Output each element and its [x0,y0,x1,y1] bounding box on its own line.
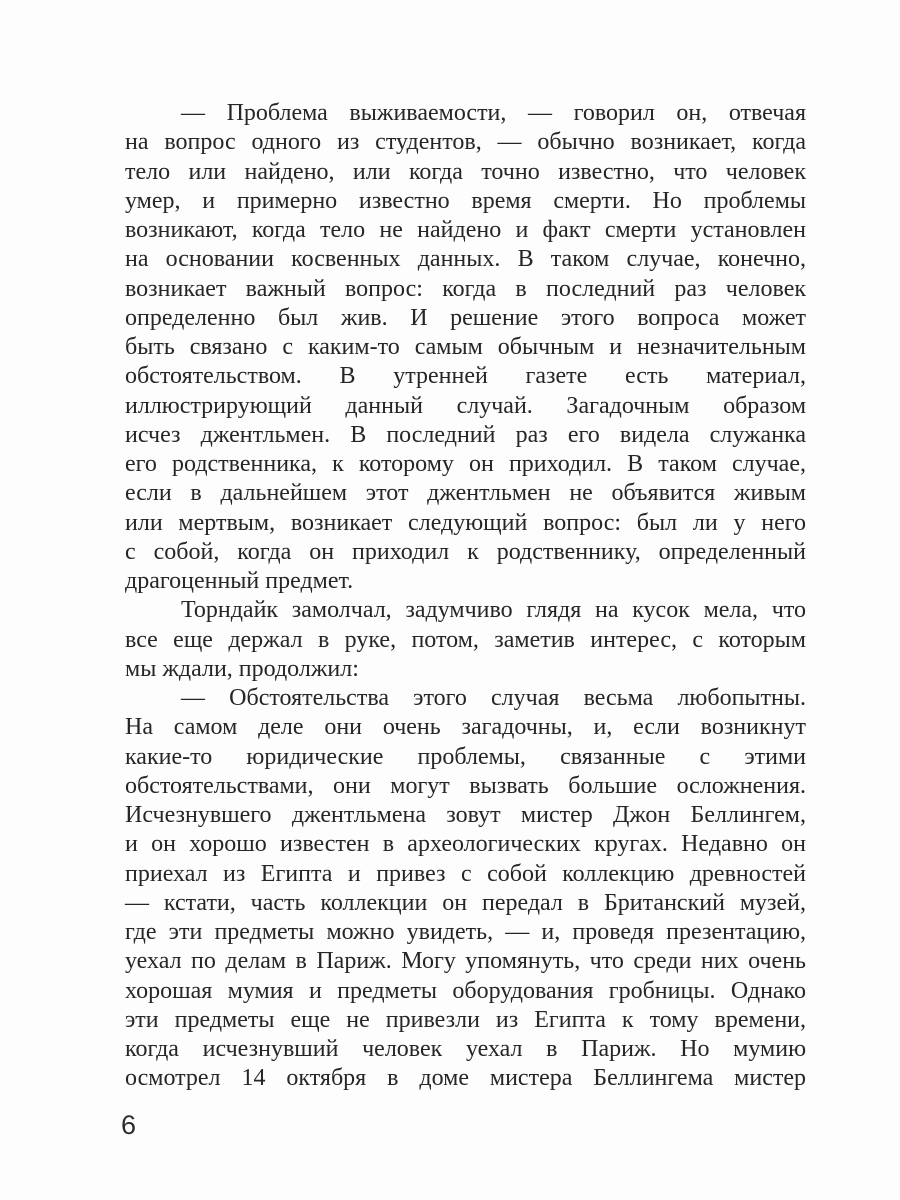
text-line: — кстати, часть коллекции он передал в Британский музей, [125,889,806,916]
text-line: На самом деле они очень загадочны, и, если возникнут [125,714,806,741]
text-line: на основании косвенных данных. В таком случае, конечно, [125,246,806,273]
text-line: приехал из Египта и привез с собой коллекцию древностей [125,860,806,887]
text-line: умер, и примерно известно время смерти. Но проблемы [125,187,806,214]
text-line: когда исчезнувший человек уехал в Париж. Но мумию [125,1036,806,1062]
text-line: на вопрос одного из студентов, — обычно возникает, когда [125,129,806,156]
text-line: обстоятельствами, они могут вызвать большие осложнения. [125,772,806,799]
text-line: возникает важный вопрос: когда в последний раз человек [125,275,806,302]
text-line: осмотрел 14 октября в доме мистера Беллингема мистер [125,1065,806,1092]
paragraph [125,99,806,596]
text-line: уехал по делам в Париж. Могу упомянуть, что среди них очень [125,948,806,975]
paragraph [125,684,806,1094]
text-line: Торндайк замолчал, задумчиво глядя на кусок мела, что [181,597,806,624]
paragraph [125,596,806,684]
text-line: мы ждали, продолжил: [125,655,359,682]
text-line: — Обстоятельства этого случая весьма любопытны. [181,685,806,711]
text-line: эти предметы еще не привезли из Египта к тому времени, [125,1006,806,1033]
text-line: драгоценный предмет. [125,568,354,594]
text-line: все еще держал в руке, потом, заметив интерес, с которым [125,626,806,653]
text-line: Исчезнувшего джентльмена зовут мистер Джон Беллингем, [125,802,806,828]
text-line: какие-то юридические проблемы, связанные с этими [125,743,806,770]
text-line: где эти предметы можно увидеть, — и, проведя презентацию, [125,919,806,945]
text-line: — Проблема выживаемости, — говорил он, отвечая [181,100,806,126]
text-line: возникают, когда тело не найдено и факт смерти установлен [125,217,806,243]
page-number: 6 [121,1110,137,1140]
text-line: определенно был жив. И решение этого вопроса может [125,304,806,331]
text-line: иллюстрирующий данный случай. Загадочным образом [125,392,806,419]
page-text [125,99,806,1094]
text-line: и он хорошо известен в археологических кругах. Недавно он [125,831,806,858]
text-line: если в дальнейшем этот джентльмен не объявится живым [125,480,806,507]
text-line: его родственника, к которому он приходил. В таком случае, [125,451,806,477]
text-line: или мертвым, возникает следующий вопрос: был ли у него [125,509,806,536]
text-line: хорошая мумия и предметы оборудования гробницы. Однако [125,977,806,1004]
text-line: обстоятельством. В утренней газете есть материал, [125,363,806,390]
text-line: тело или найдено, или когда точно известно, что человек [125,158,806,185]
text-line: быть связано с каким-то самым обычным и незначительным [125,334,806,360]
text-line: с собой, когда он приходил к родственнику, определенный [125,538,806,565]
text-line: исчез джентльмен. В последний раз его видела служанка [125,421,806,448]
